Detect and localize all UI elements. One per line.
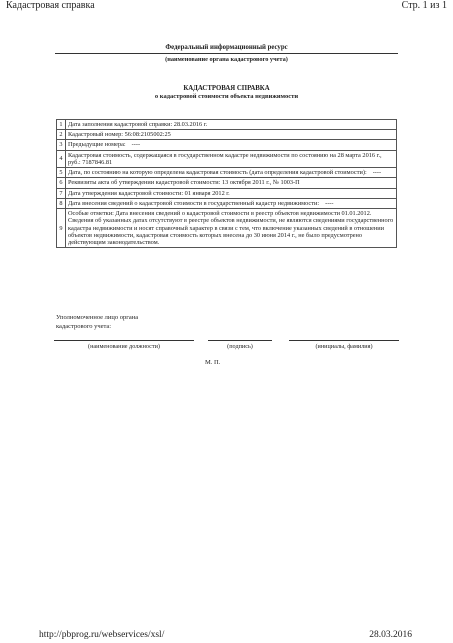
document-title: КАДАСТРОВАЯ СПРАВКА bbox=[183, 85, 270, 92]
row-text bbox=[66, 130, 397, 140]
row-label: Кадастровая стоимость, содержащаяся в государственном кадастре недвижимости по состоянию на 28 марта 2016 г., руб.: 7187846.81 bbox=[68, 151, 382, 166]
organization-name: Федеральный информационный ресурс bbox=[165, 44, 288, 51]
position-signature-line bbox=[54, 340, 194, 341]
row-text bbox=[66, 120, 397, 130]
footer-url: http://pbprog.ru/webservices/xsl/ bbox=[39, 630, 165, 640]
table-row bbox=[57, 120, 397, 130]
document-subtitle: о кадастровой стоимости объекта недвижимости bbox=[154, 93, 299, 100]
table-row bbox=[57, 168, 397, 178]
authorized-person-caption bbox=[56, 313, 138, 331]
table-row bbox=[57, 130, 397, 140]
row-label: Особые отметки: Дата внесения сведений о кадастровой стоимости в реестр объектов недвижимости 01.01.2012. Сведения об указанных датах отсутствуют в реестре объектов недвижимости, не являются сведениями государственного кадастра недвижимости и носят справочный характер в связи с тем, что включение указанных сведений в отношении объектов недвижимости, кадастровая стоимость которых внесена до 30 июня 2014 г., не было предусмотрено действующим законодательством. bbox=[68, 210, 394, 247]
row-text bbox=[66, 198, 397, 208]
row-number: 2 bbox=[57, 130, 66, 140]
position-label: (наименование должности) bbox=[88, 343, 160, 350]
row-number: 1 bbox=[57, 120, 66, 130]
row-number: 7 bbox=[57, 188, 66, 198]
page-header-title: Кадастровая справка bbox=[6, 0, 95, 11]
organization-underline bbox=[55, 53, 398, 54]
table-row bbox=[57, 188, 397, 198]
row-label: Кадастровый номер: 56:08:2105002:25 bbox=[68, 131, 171, 139]
row-text bbox=[66, 168, 397, 178]
row-number: 8 bbox=[57, 198, 66, 208]
row-number: 3 bbox=[57, 140, 66, 150]
signature-label: (подпись) bbox=[227, 343, 253, 350]
row-value: ---- bbox=[325, 199, 334, 207]
row-number: 4 bbox=[57, 150, 66, 167]
row-value: ---- bbox=[372, 169, 382, 177]
table-row bbox=[57, 150, 397, 167]
cadastral-info-table bbox=[56, 119, 397, 248]
caption-line-1: Уполномоченное лицо органа bbox=[56, 314, 139, 321]
table-row bbox=[57, 209, 397, 248]
row-text bbox=[66, 178, 397, 188]
row-label: Реквизиты акта об утверждении кадастровой стоимости: 13 октября 2011 г., № 1003-П bbox=[68, 179, 300, 187]
table-row bbox=[57, 140, 397, 150]
row-number: 9 bbox=[57, 209, 66, 248]
footer-date: 28.03.2016 bbox=[369, 630, 412, 640]
row-label: Дата внесения сведений о кадастровой стоимости в государственный кадастр недвижимости: bbox=[68, 199, 320, 207]
row-label: Предыдущие номера: bbox=[68, 141, 126, 149]
caption-line-2: кадастрового учета: bbox=[56, 323, 112, 331]
initials-label: (инициалы, фамилия) bbox=[315, 343, 373, 350]
row-label: Дата утверждения кадастровой стоимости: 01 января 2012 г. bbox=[68, 189, 230, 197]
row-text bbox=[66, 209, 397, 248]
row-number: 5 bbox=[57, 168, 66, 178]
row-number: 6 bbox=[57, 178, 66, 188]
page-number: Стр. 1 из 1 bbox=[401, 0, 447, 11]
organization-caption: (наименование органа кадастрового учета) bbox=[165, 56, 288, 63]
row-label: Дата, по состоянию на которую определена кадастровая стоимость (дата определения кадастровой стоимости): bbox=[68, 169, 367, 177]
table-row bbox=[57, 198, 397, 208]
row-value: ---- bbox=[131, 141, 141, 149]
row-text bbox=[66, 150, 397, 167]
row-text bbox=[66, 140, 397, 150]
initials-signature-line bbox=[289, 340, 399, 341]
stamp-place: М. П. bbox=[205, 359, 221, 366]
table-row bbox=[57, 178, 397, 188]
row-label: Дата заполнения кадастровой справки: 28.03.2016 г. bbox=[68, 121, 208, 128]
signature-line bbox=[208, 340, 272, 341]
row-text bbox=[66, 188, 397, 198]
